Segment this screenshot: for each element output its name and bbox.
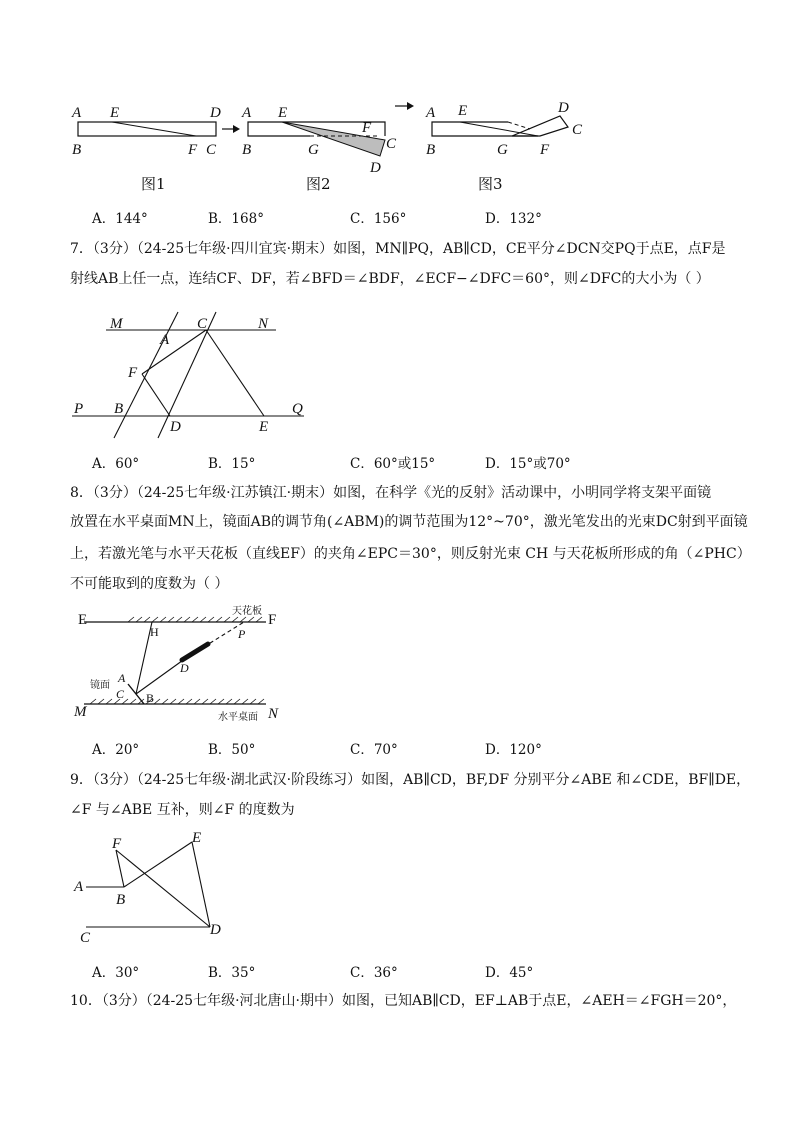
q6-fig2-label-g: G xyxy=(308,142,319,158)
q7-label-q: Q xyxy=(292,401,303,417)
q9-option-a[interactable]: A．30° xyxy=(92,965,140,981)
q9-figure xyxy=(70,828,240,950)
q6-fig3-crease xyxy=(460,122,538,136)
q7-label-p: P xyxy=(74,401,84,417)
q6-fig3-label-c: C xyxy=(572,122,583,138)
q7-figure xyxy=(66,310,316,440)
q6-fig3-folded-part xyxy=(512,116,568,136)
q8-option-d[interactable]: D．120° xyxy=(485,742,542,758)
q6-fig2-label-f: F xyxy=(362,120,372,136)
q8-label-m: M xyxy=(74,704,87,720)
q6-fig1-label-d: D xyxy=(210,105,221,121)
q7-segment-ce xyxy=(206,330,264,416)
q8-text-line-1: 8．（3分）（24-25七年级·江苏镇江·期末）如图，在科学《光的反射》活动课中，小明同学将支架平面镜 xyxy=(70,485,712,501)
q6-fig1-label-f: F xyxy=(188,142,198,158)
q8-label-b: B xyxy=(146,691,155,705)
q6-fig2-label-d: D xyxy=(370,160,381,176)
q6-option-b[interactable]: B．168° xyxy=(208,211,264,227)
q8-figure xyxy=(66,602,296,728)
q9-option-d[interactable]: D．45° xyxy=(485,965,534,981)
q7-segment-fd xyxy=(142,374,170,416)
q8-option-c[interactable]: C．70° xyxy=(350,742,398,758)
q8-label-f: F xyxy=(268,612,277,628)
q8-text-line-4: 不可能取到的度数为（ ） xyxy=(70,576,229,592)
q7-label-n: N xyxy=(258,316,269,332)
q9-label-f: F xyxy=(112,836,122,852)
q7-label-d: D xyxy=(170,419,181,435)
q6-option-d[interactable]: D．132° xyxy=(485,211,542,227)
q6-fig3-label-a: A xyxy=(426,105,436,121)
q7-option-c[interactable]: C．60°或15° xyxy=(350,456,436,472)
q6-caption-fig1: 图1 xyxy=(141,175,166,193)
q6-fig1-rectangle xyxy=(78,122,216,136)
q6-fig2-label-c: C xyxy=(386,136,397,152)
q8-label-d: D xyxy=(180,661,189,675)
q7-text-line-1: 7．（3分）（24-25七年级·四川宜宾·期末）如图，MN∥PQ，AB∥CD，CE平分∠DCN交PQ于点E，点F是 xyxy=(70,241,726,257)
q7-label-e: E xyxy=(259,419,269,435)
q7-option-a[interactable]: A．60° xyxy=(92,456,140,472)
q8-label-p: P xyxy=(238,627,246,641)
q8-text-line-2: 放置在水平桌面MN上，镜面AB的调节角(∠ABM)的调节范围为12°~70°，激光笔发出的光束DC射到平面镜 xyxy=(70,514,748,530)
q9-option-b[interactable]: B．35° xyxy=(208,965,256,981)
q7-option-d[interactable]: D．15°或70° xyxy=(485,456,571,472)
q6-fig1-fold-line xyxy=(112,122,196,136)
q6-fig1-label-e: E xyxy=(110,105,120,121)
q6-fig3-label-f: F xyxy=(540,142,550,158)
q7-segment-cf xyxy=(142,330,206,374)
q8-label-h: H xyxy=(150,625,159,639)
q7-text-line-2: 射线AB上任一点，连结CF、DF，若∠BFD＝∠BDF，∠ECF−∠DFC＝60°，则∠DFC的大小为（ ） xyxy=(70,271,710,287)
q6-fig3-dashed-edge xyxy=(508,122,530,129)
q9-label-e: E xyxy=(192,830,202,846)
q6-caption-fig3: 图3 xyxy=(478,175,503,193)
q6-fig3-strip xyxy=(432,122,538,136)
q7-label-a: A xyxy=(160,332,170,348)
q8-label-a: A xyxy=(118,671,126,685)
q6-fig1-label-c: C xyxy=(206,142,217,158)
q6-fig3-label-b: B xyxy=(426,142,436,158)
q9-label-c: C xyxy=(80,930,91,946)
q6-caption-fig2: 图2 xyxy=(306,175,331,193)
q8-option-a[interactable]: A．20° xyxy=(92,742,140,758)
q8-laser-pen xyxy=(182,644,208,660)
q7-label-b: B xyxy=(114,401,124,417)
q7-line-cd xyxy=(158,312,216,438)
q9-label-d: D xyxy=(210,922,221,938)
q8-ceiling-label: 天花板 xyxy=(232,606,262,617)
q8-label-c: C xyxy=(116,687,125,701)
q7-label-m: M xyxy=(110,316,123,332)
q8-option-b[interactable]: B．50° xyxy=(208,742,256,758)
q8-beam-dc xyxy=(136,658,186,694)
q8-text-line-3: 上，若激光笔与水平天花板（直线EF）的夹角∠EPC＝30°，则反射光束 CH 与天花板所形成的角（∠PHC） xyxy=(70,546,751,562)
q6-fig3-label-e: E xyxy=(458,103,468,119)
q10-text-line-1: 10．（3分）（24-25七年级·河北唐山·期中）如图，已知AB∥CD，EF⊥AB于点E，∠AEH＝∠FGH＝20°， xyxy=(70,993,737,1009)
q6-fig2-label-e: E xyxy=(278,105,288,121)
q8-label-n: N xyxy=(268,706,279,722)
q7-label-c: C xyxy=(197,316,208,332)
q7-label-f: F xyxy=(128,365,138,381)
q6-fig1-label-b: B xyxy=(72,142,82,158)
q6-option-a[interactable]: A．144° xyxy=(92,211,148,227)
q6-option-c[interactable]: C．156° xyxy=(350,211,407,227)
q6-arrow-2-head xyxy=(407,102,414,110)
q9-text-line-1: 9．（3分）（24-25七年级·湖北武汉·阶段练习）如图，AB∥CD，BF,DF 分别平分∠ABE 和∠CDE，BF∥DE， xyxy=(70,772,751,788)
q8-table-label: 水平桌面 xyxy=(218,712,258,723)
q6-fig3-label-d: D xyxy=(558,100,569,116)
q6-fig2-label-b: B xyxy=(242,142,252,158)
q8-ceiling-hatch xyxy=(128,617,262,622)
q6-fig1-label-a: A xyxy=(72,105,82,121)
q6-fig3-label-g: G xyxy=(497,142,508,158)
q7-ray-ab xyxy=(114,312,178,438)
q6-fig2-label-a: A xyxy=(242,105,252,121)
q8-mirror-label: 镜面 xyxy=(90,680,110,691)
q9-option-c[interactable]: C．36° xyxy=(350,965,398,981)
q9-label-a: A xyxy=(74,879,84,895)
q8-label-e: E xyxy=(78,612,88,628)
q9-text-line-2: ∠F 与∠ABE 互补，则∠F 的度数为 xyxy=(70,802,295,818)
q6-arrow-1-head xyxy=(233,125,240,133)
q9-label-b: B xyxy=(116,892,126,908)
q7-option-b[interactable]: B．15° xyxy=(208,456,256,472)
